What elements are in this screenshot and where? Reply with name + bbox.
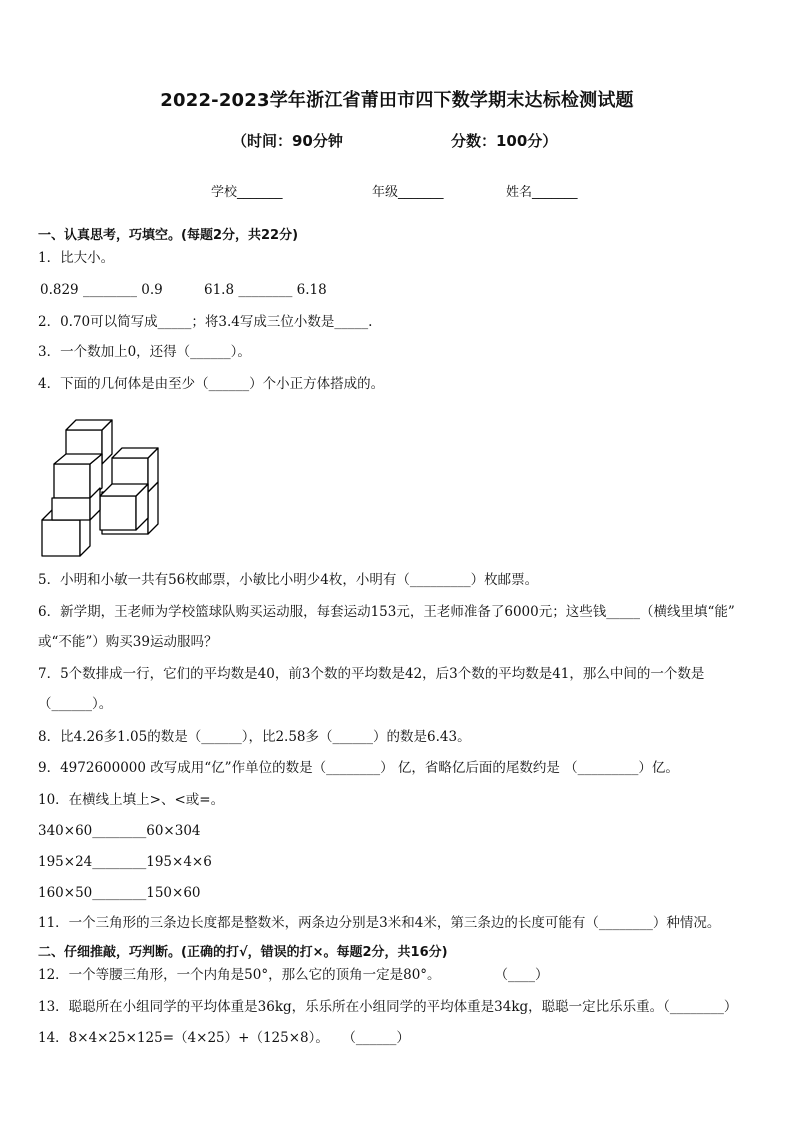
question-10-part-c: 160×50________150×60 [38, 885, 201, 901]
question-5: 5．小明和小敏一共有56枚邮票，小敏比小明少4枚，小明有（_________）枚邮票。 [38, 572, 539, 588]
question-4: 4．下面的几何体是由至少（______）个小正方体搭成的。 [38, 376, 385, 392]
question-10-part-a: 340×60________60×304 [38, 823, 201, 839]
question-7-line-1: 7．5个数排成一行，它们的平均数是40，前3个数的平均数是42，后3个数的平均数是41，那么中间的一个数是 [38, 666, 705, 682]
school-field: 学校_______ [211, 185, 283, 200]
stacked-cubes-figure [38, 410, 168, 560]
question-3: 3．一个数加上0，还得（______）。 [38, 344, 251, 360]
question-8: 8．比4.26多1.05的数是（______），比2.58多（______）的数是6.43。 [38, 729, 471, 745]
question-14: 14．8×4×25×125=（4×25）+（125×8）。 （______） [38, 1030, 410, 1046]
question-10: 10．在横线上填上>、<或=。 [38, 792, 225, 808]
question-7-line-2: （______）。 [38, 696, 113, 712]
question-11: 11．一个三角形的三条边长度都是整数米，两条边分别是3米和4米，第三条边的长度可能有（________）种情况。 [38, 915, 721, 931]
section-1-heading: 一、认真思考，巧填空。(每题2分，共22分) [38, 228, 299, 243]
exam-time: （时间：90分钟 [232, 132, 343, 150]
question-1: 1．比大小。 [38, 250, 115, 266]
question-13: 13．聪聪所在小组同学的平均体重是36kg，乐乐所在小组同学的平均体重是34kg，聪聪一定比乐乐重。（________） [38, 999, 738, 1015]
question-12: 12．一个等腰三角形，一个内角是50°，那么它的顶角一定是80°。 （____） [38, 967, 549, 983]
question-6-line-2: 或“不能”）购买39运动服吗？ [38, 634, 218, 650]
question-6-line-1: 6．新学期，王老师为学校篮球队购买运动服，每套运动153元，王老师准备了6000元；这些钱_____（横线里填“能” [38, 604, 735, 620]
name-field: 姓名_______ [506, 185, 578, 200]
question-1-part-b: 61.8 ________ 6.18 [204, 282, 327, 298]
question-10-part-b: 195×24________195×4×6 [38, 854, 212, 870]
question-2: 2．0.70可以简写成_____；将3.4写成三位小数是_____. [38, 314, 373, 330]
exam-score: 分数：100分） [451, 132, 558, 150]
question-9: 9．4972600000 改写成用“亿”作单位的数是（________） 亿，省略亿后面的尾数约是 （_________）亿。 [38, 760, 679, 776]
question-1-part-a: 0.829 ________ 0.9 [40, 282, 163, 298]
grade-field: 年级_______ [372, 185, 444, 200]
section-2-heading: 二、仔细推敲，巧判断。(正确的打√，错误的打×。每题2分，共16分) [38, 945, 448, 960]
page-title: 2022-2023学年浙江省莆田市四下数学期末达标检测试题 [160, 90, 634, 111]
